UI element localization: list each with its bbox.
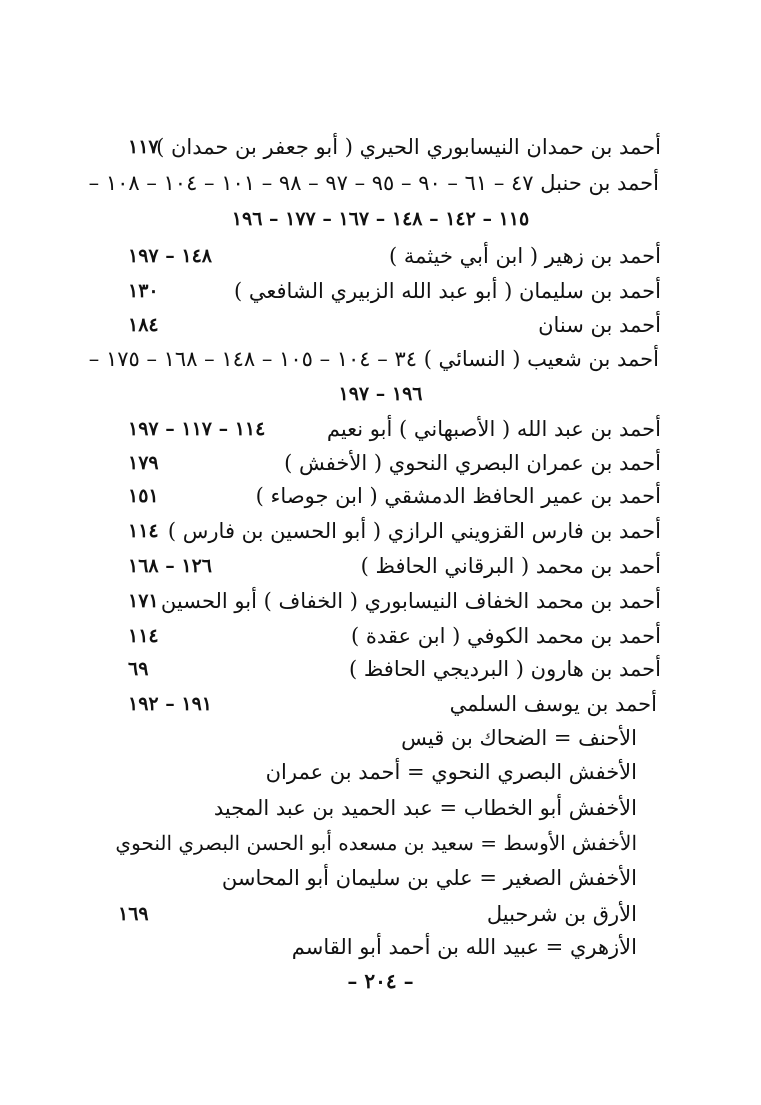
entry-name: الأخفش أبو الخطاب = عبد الحميد بن عبد المجيد xyxy=(213,796,637,820)
index-entry xyxy=(0,792,761,824)
entry-pages: ١٧١ xyxy=(128,590,159,612)
index-entry xyxy=(0,167,761,199)
entry-name: الأخفش البصري النحوي = أحمد بن عمران xyxy=(265,760,637,784)
entry-name: أحمد بن حمدان النيسابوري الحيري ( أبو جعفر بن حمدان ) xyxy=(156,135,661,159)
index-entry xyxy=(0,343,761,375)
entry-pages: ٦٩ xyxy=(128,658,149,680)
entry-name: أحمد بن محمد ( البرقاني الحافظ ) xyxy=(360,554,661,578)
index-entry xyxy=(0,827,761,859)
entry-name: الأخفش الصغير = علي بن سليمان أبو المحاسن xyxy=(221,866,637,890)
index-entry xyxy=(0,413,761,445)
entry-pages: ١١٤ xyxy=(128,625,159,647)
entry-name: أحمد بن عمير الحافظ الدمشقي ( ابن جوصاء ) xyxy=(255,484,661,508)
index-entry xyxy=(0,480,761,512)
entry-name: الأخفش الأوسط = سعيد بن مسعده أبو الحسن البصري النحوي xyxy=(115,831,637,855)
entry-name: أحمد بن هارون ( البرديجي الحافظ ) xyxy=(349,657,661,681)
entry-pages: ١٥١ xyxy=(128,485,159,507)
index-entry xyxy=(0,620,761,652)
entry-name: الأحنف = الضحاك بن قيس xyxy=(401,726,637,750)
index-entry xyxy=(0,131,761,163)
index-entry xyxy=(0,275,761,307)
entry-continuation: ١٩٦ – ١٩٧ xyxy=(338,383,423,405)
entry-pages: ١٤٨ – ١٩٧ xyxy=(128,245,212,267)
entry-name: أحمد بن شعيب ( النسائي ) ٣٤ – ١٠٤ – ١٠٥ – ١٤٨ – ١٦٨ – ١٧٥ – xyxy=(88,347,659,371)
index-entry xyxy=(0,862,761,894)
entry-pages: ١١٧ xyxy=(128,136,159,158)
index-entry xyxy=(0,688,761,720)
entry-name: أحمد بن محمد الكوفي ( ابن عقدة ) xyxy=(351,624,661,648)
index-entry xyxy=(0,515,761,547)
entry-pages: ١٢٦ – ١٦٨ xyxy=(128,555,212,577)
entry-name: أحمد بن سنان xyxy=(538,313,661,337)
index-entry xyxy=(0,931,761,963)
entry-name: أحمد بن فارس القزويني الرازي ( أبو الحسين بن فارس ) xyxy=(167,519,661,543)
entry-continuation: ١١٥ – ١٤٢ – ١٤٨ – ١٦٧ – ١٧٧ – ١٩٦ xyxy=(231,208,530,230)
entry-pages: ١١٤ xyxy=(128,520,159,542)
index-entry xyxy=(0,240,761,272)
entry-name: الأزهري = عبيد الله بن أحمد أبو القاسم xyxy=(291,935,637,959)
entry-pages: ١٨٤ xyxy=(128,314,159,336)
entry-name: أحمد بن يوسف السلمي xyxy=(449,692,657,716)
index-entry xyxy=(0,309,761,341)
entry-name: أحمد بن حنبل ٤٧ – ٦١ – ٩٠ – ٩٥ – ٩٧ – ٩٨ – ١٠١ – ١٠٤ – ١٠٨ – xyxy=(88,171,659,195)
index-entry xyxy=(0,653,761,685)
index-entry xyxy=(0,447,761,479)
page-number: – ٢٠٤ – xyxy=(347,969,414,993)
index-entry xyxy=(0,898,761,930)
entry-name: أحمد بن عبد الله ( الأصبهاني ) أبو نعيم xyxy=(326,417,661,441)
entry-pages: ١٧٩ xyxy=(128,452,159,474)
entry-pages: ١٣٠ xyxy=(128,280,159,302)
entry-name: أحمد بن زهير ( ابن أبي خيثمة ) xyxy=(389,244,661,268)
entry-pages: ١٩١ – ١٩٢ xyxy=(128,693,212,715)
entry-name: أحمد بن محمد الخفاف النيسابوري ( الخفاف ) أبو الحسين xyxy=(160,589,661,613)
entry-name: الأرق بن شرحبيل xyxy=(486,902,637,926)
index-entry xyxy=(0,722,761,754)
entry-name: أحمد بن سليمان ( أبو عبد الله الزبيري الشافعي ) xyxy=(233,279,661,303)
entry-pages: ١١٤ – ١١٧ – ١٩٧ xyxy=(128,418,266,440)
index-entry xyxy=(0,585,761,617)
index-entry xyxy=(0,756,761,788)
entry-name: أحمد بن عمران البصري النحوي ( الأخفش ) xyxy=(284,451,661,475)
entry-pages: ١٦٩ xyxy=(118,903,149,925)
index-entry xyxy=(0,550,761,582)
